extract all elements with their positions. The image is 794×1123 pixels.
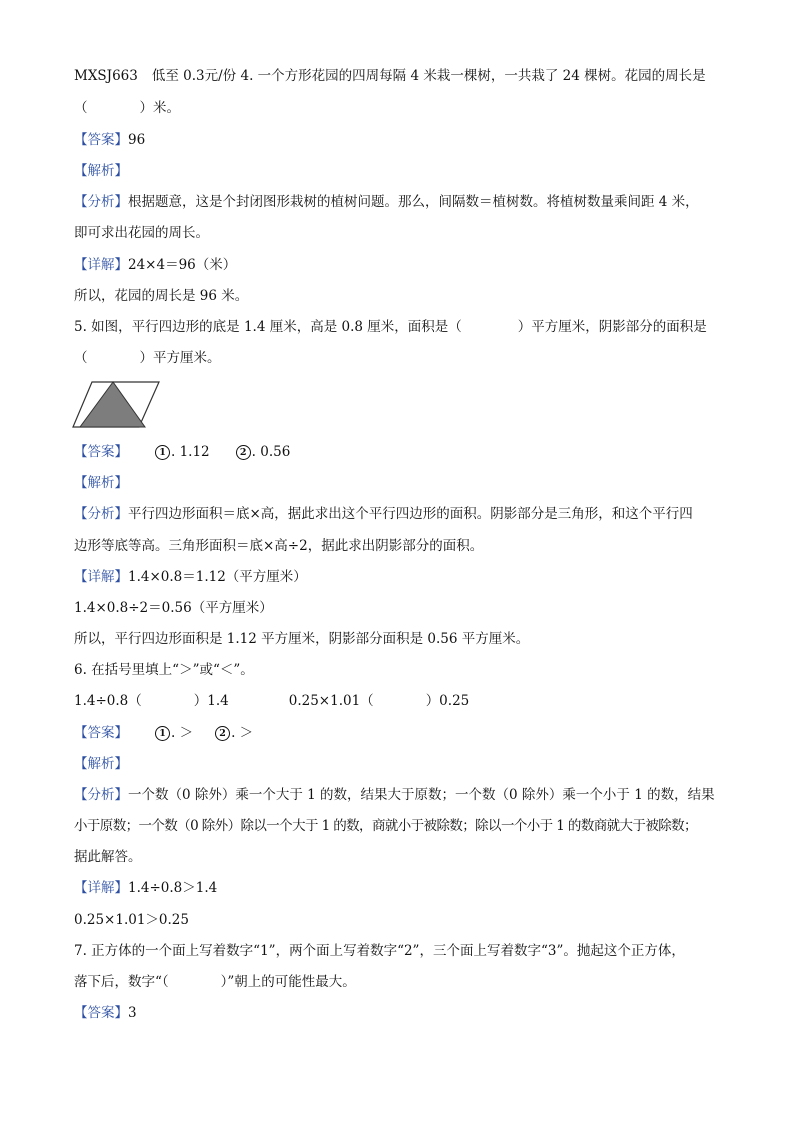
q7-question-line1: 7. 正方体的一个面上写着数字“1”，两个面上写着数字“2”，三个面上写着数字“3”。抛起这个正方体，	[74, 943, 685, 959]
analysis-tag: 【解析】	[74, 163, 128, 179]
q6-answer: 【答案】 1 . ＞ 2 . ＞	[74, 725, 254, 741]
q6-analysis-heading	[74, 755, 724, 773]
q6-question-line2: 1.4÷0.8（ ）1.4 0.25×1.01（ ）0.25	[74, 693, 470, 709]
xiangjie-tag: 【详解】	[74, 569, 128, 585]
q4-answer	[74, 131, 724, 149]
q4-fenxi-line2: 即可求出花园的周长。	[74, 225, 209, 241]
q5-fenxi-line1: 【分析】平行四边形面积＝底×高，据此求出这个平行四边形的面积。阴影部分是三角形，和这个平行四	[74, 506, 693, 522]
xiangjie-tag: 【详解】	[74, 880, 128, 896]
q5-fenxi-line2: 边形等底等高。三角形面积＝底×高÷2，据此求出阴影部分的面积。	[74, 538, 484, 554]
q5-xiangjie1: 【详解】1.4×0.8＝1.12（平方厘米）	[74, 569, 307, 585]
q5-analysis-heading	[74, 474, 724, 492]
q6-fenxi-line2: 小于原数；一个数（0 除外）除以一个大于 1 的数，商就小于被除数；除以一个小于 1 的数商就大于被除数；	[74, 818, 697, 834]
q6-question-line1: 6. 在括号里填上“＞”或“＜”。	[74, 662, 254, 678]
fenxi-tag: 【分析】	[74, 506, 128, 522]
xiangjie-tag: 【详解】	[74, 257, 128, 273]
answer-tag: 【答案】	[74, 725, 128, 741]
answer-tag: 【答案】	[74, 1005, 128, 1021]
q5-conclusion: 所以，平行四边形面积是 1.12 平方厘米，阴影部分面积是 0.56 平方厘米。	[74, 631, 530, 647]
q4-question-line2: （ ）米。	[74, 100, 180, 116]
analysis-tag: 【解析】	[74, 475, 128, 491]
analysis-tag: 【解析】	[74, 756, 128, 772]
q5-answer: 【答案】 1 . 1.12 2 . 0.56	[74, 444, 291, 460]
circled-number-2: 2	[215, 726, 230, 741]
fenxi-tag: 【分析】	[74, 787, 128, 803]
q5-question-line2: （ ）平方厘米。	[74, 350, 221, 366]
q4-analysis-heading	[74, 162, 724, 180]
answer-tag: 【答案】	[74, 444, 128, 460]
q5-question-line1: 5. 如图，平行四边形的底是 1.4 厘米，高是 0.8 厘米，面积是（ ）平方厘米，阴影部分的面积是	[74, 319, 707, 335]
circled-number-1: 1	[155, 726, 170, 741]
watermark-code: MXSJ663	[74, 68, 138, 84]
q6-xiangjie2: 0.25×1.01＞0.25	[74, 912, 189, 928]
circled-number-1: 1	[155, 445, 170, 460]
q4-conclusion: 所以，花园的周长是 96 米。	[74, 288, 249, 304]
q6-xiangjie1: 【详解】1.4÷0.8＞1.4	[74, 880, 218, 896]
q4-xiangjie: 【详解】24×4＝96（米）	[74, 257, 237, 273]
q4-question-line1	[74, 67, 724, 85]
fenxi-tag: 【分析】	[74, 194, 128, 210]
answer-tag: 【答案】	[74, 132, 128, 148]
q5-xiangjie2: 1.4×0.8÷2＝0.56（平方厘米）	[74, 600, 273, 616]
answer-value: 96	[128, 132, 146, 148]
q6-fenxi-line3: 据此解答。	[74, 849, 142, 865]
q7-question-line2: 落下后，数字“（ ）”朝上的可能性最大。	[74, 974, 356, 990]
q7-answer	[74, 1004, 724, 1022]
q4-fenxi-line1: 【分析】根据题意，这是个封闭图形栽树的植树问题。那么，间隔数＝植树数。将植树数量乘间距 4 米，	[74, 194, 699, 210]
q4-question-text: 低至 0.3元/份 4. 一个方形花园的四周每隔 4 米栽一棵树，一共栽了 24 棵树。花园的周长是	[151, 68, 706, 84]
q6-fenxi-line1: 【分析】一个数（0 除外）乘一个大于 1 的数，结果大于原数；一个数（0 除外）乘一个小于 1 的数，结果	[74, 787, 715, 803]
circled-number-2: 2	[236, 445, 251, 460]
parallelogram-figure	[72, 381, 162, 429]
answer-value: 3	[128, 1005, 137, 1021]
